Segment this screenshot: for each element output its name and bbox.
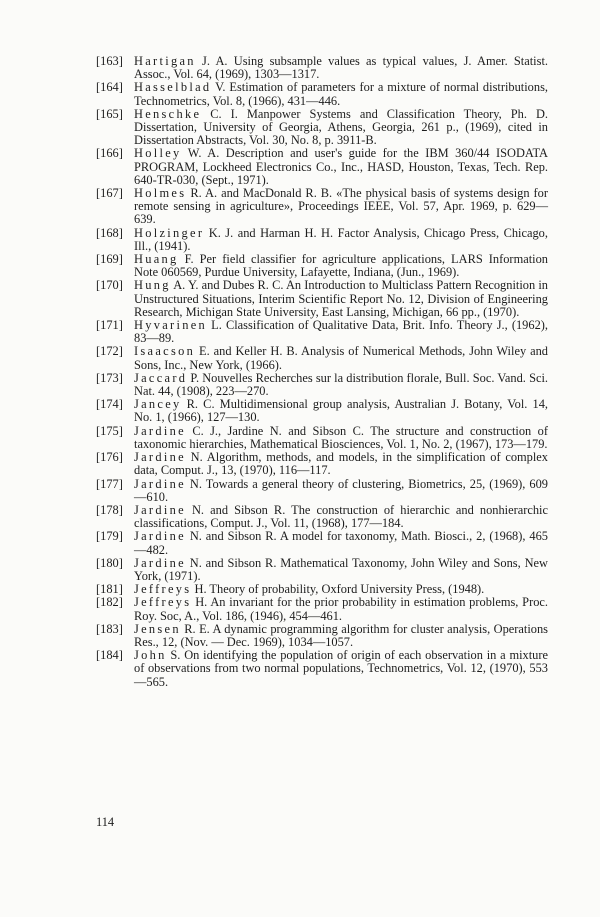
reference-citation: V. Estimation of parameters for a mixture of normal distributions, Technometrics, Vol. 8, (1966), 431—446. — [134, 80, 548, 108]
reference-author: Jeffreys — [134, 582, 192, 597]
reference-entry — [96, 147, 548, 187]
reference-number: [166] — [96, 146, 123, 161]
reference-citation: F. Per field classifier for agriculture applications, LARS Information Note 060569, Purdue University, Lafayette, Indiana, (Jun., 1969). — [134, 252, 548, 280]
reference-author: Jardine — [134, 476, 186, 491]
reference-text — [134, 398, 548, 424]
reference-citation: S. On identifying the population of origin of each observation in a mixture of observations from two normal populations, Technometrics, Vol. 12, (1970), 553—565. — [134, 648, 548, 689]
reference-citation: C. J., Jardine N. and Sibson C. The structure and construction of taxonomic hierarchies, Mathematical Biosciences, Vol. 1, No. 2, (1967), 173—179. — [134, 423, 548, 451]
reference-citation: N. and Sibson R. A model for taxonomy, Math. Biosci., 2, (1968), 465—482. — [134, 529, 548, 557]
reference-citation: N. and Sibson R. The construction of hierarchic and nonhierarchic classifications, Comput. J., Vol. 11, (1968), 177—184. — [134, 502, 548, 531]
reference-number: [178] — [96, 502, 123, 517]
reference-entry — [96, 398, 548, 424]
reference-citation: N. and Sibson R. Mathematical Taxonomy, John Wiley and Sons, New York, (1971). — [134, 555, 548, 583]
reference-entry — [96, 530, 548, 556]
reference-text — [134, 530, 548, 556]
reference-number: [177] — [96, 476, 123, 491]
reference-text — [134, 425, 548, 451]
reference-number: [173] — [96, 370, 123, 385]
reference-entry — [96, 187, 548, 227]
reference-text — [134, 596, 548, 622]
reference-citation: L. Classification of Qualitative Data, Brit. Info. Theory J., (1962), 83—89. — [134, 318, 548, 346]
reference-author: Holmes — [134, 186, 187, 201]
reference-number: [163] — [96, 54, 123, 68]
reference-citation: R. C. Multidimensional group analysis, Australian J. Botany, Vol. 14, No. 1, (1966), 127—130. — [134, 397, 548, 425]
reference-text — [134, 187, 548, 227]
reference-number: [184] — [96, 648, 123, 663]
reference-entry — [96, 451, 548, 477]
reference-entry — [96, 81, 548, 107]
reference-text — [134, 623, 548, 649]
reference-text — [134, 227, 548, 253]
reference-author: Jancey — [134, 397, 182, 412]
reference-author: Huang — [134, 252, 179, 267]
reference-entry — [96, 372, 548, 398]
reference-number: [170] — [96, 278, 123, 293]
reference-author: Isaacson — [134, 344, 196, 359]
reference-citation: C. I. Manpower Systems and Classification Theory, Ph. D. Dissertation, University of Georgia, Athens, Georgia, 261 p., (1969), cited in Dissertation Abstracts, Vol. 30, No. 8, p. 3911-B. — [134, 106, 548, 148]
reference-entry — [96, 345, 548, 371]
reference-citation: W. A. Description and user's guide for the IBM 360/44 ISODATA PROGRAM, Lockheed Electronics Co., Inc., HASD, Houston, Texas, Tech. Rep. 640-TR-030, (Sept., 1971). — [134, 146, 549, 187]
reference-entry — [96, 425, 548, 451]
reference-author: Jensen — [134, 621, 181, 636]
reference-entry — [96, 108, 548, 148]
reference-number: [179] — [96, 529, 123, 544]
reference-number: [171] — [96, 318, 123, 333]
reference-text — [134, 649, 548, 689]
reference-author: Holzinger — [134, 225, 205, 240]
reference-entry — [96, 649, 548, 689]
reference-number: [181] — [96, 582, 123, 597]
reference-citation: J. A. Using subsample values as typical values, J. Amer. Statist. Assoc., Vol. 64, (1969), 1303—1317. — [134, 54, 548, 82]
reference-citation: H. Theory of probability, Oxford University Press, (1948). — [194, 582, 485, 597]
reference-entry — [96, 253, 548, 279]
reference-author: Holley — [134, 146, 182, 161]
reference-number: [165] — [96, 106, 123, 121]
reference-entry — [96, 227, 548, 253]
reference-number: [169] — [96, 252, 123, 267]
reference-number: [180] — [96, 555, 123, 570]
reference-author: Henschke — [134, 106, 202, 121]
reference-author: Jardine — [134, 502, 186, 517]
reference-author: Hartigan — [134, 54, 196, 68]
reference-author: Hung — [134, 278, 171, 293]
reference-entry — [96, 319, 548, 345]
reference-citation: A. Y. and Dubes R. C. An Introduction to Multiclass Pattern Recognition in Unstructured Situations, Interim Scientific Report No. 12, Division of Engineering Research, Michigan State University, East Lansing, Michigan, 66 pp., (1970). — [134, 278, 548, 319]
reference-entry — [96, 55, 548, 81]
reference-number: [182] — [96, 595, 123, 610]
reference-entry — [96, 596, 548, 622]
reference-text — [134, 147, 548, 187]
reference-author: Jardine — [134, 529, 186, 544]
reference-citation: H. An invariant for the prior probability in estimation problems, Proc. Roy. Soc, A., Vol. 186, (1946), 454—461. — [134, 595, 548, 623]
reference-citation: R. A. and MacDonald R. B. «The physical basis of systems design for remote sensing in agriculture», Proceedings IEEE, Vol. 57, Apr. 1969, p. 629—639. — [134, 186, 548, 227]
reference-text — [134, 81, 548, 107]
reference-text — [134, 372, 548, 398]
reference-entry — [96, 478, 548, 504]
reference-text — [134, 345, 548, 371]
reference-entry — [96, 623, 548, 649]
reference-text — [134, 55, 548, 81]
reference-author: Jardine — [134, 555, 186, 570]
reference-entry — [96, 279, 548, 319]
reference-text — [134, 108, 548, 148]
reference-author: Jeffreys — [134, 595, 192, 610]
reference-author: Hasselblad — [134, 80, 212, 95]
reference-citation: E. and Keller H. B. Analysis of Numerical Methods, John Wiley and Sons, Inc., New York, (1966). — [134, 344, 548, 372]
reference-citation: P. Nouvelles Recherches sur la distribution florale, Bull. Soc. Vand. Sci. Nat. 44, (1908), 223—270. — [134, 370, 548, 399]
reference-citation: N. Algorithm, methods, and models, in the simplification of complex data, Comput. J., 13, (1970), 116—117. — [134, 450, 548, 478]
reference-list — [96, 55, 548, 689]
reference-author: Hyvarinen — [134, 318, 207, 333]
reference-text — [134, 504, 548, 530]
reference-number: [172] — [96, 344, 123, 359]
reference-author: Jaccard — [134, 370, 188, 385]
reference-text — [134, 478, 548, 504]
reference-number: [183] — [96, 621, 123, 636]
reference-citation: R. E. A dynamic programming algorithm for cluster analysis, Operations Res., 12, (Nov. — Dec. 1969), 1034—1057. — [134, 621, 548, 649]
reference-text — [134, 319, 548, 345]
reference-text — [134, 451, 548, 477]
reference-text — [134, 253, 548, 279]
reference-citation: N. Towards a general theory of clustering, Biometrics, 25, (1969), 609—610. — [134, 476, 548, 504]
reference-entry — [96, 557, 548, 583]
reference-author: Jardine — [134, 423, 186, 438]
reference-number: [174] — [96, 397, 123, 412]
reference-text — [134, 557, 548, 583]
reference-number: [168] — [96, 225, 123, 240]
reference-entry — [96, 504, 548, 530]
reference-text — [134, 279, 548, 319]
reference-citation: K. J. and Harman H. H. Factor Analysis, Chicago Press, Chicago, Ill., (1941). — [134, 225, 548, 253]
reference-number: [167] — [96, 186, 123, 201]
reference-author: Jardine — [134, 450, 186, 465]
reference-number: [164] — [96, 80, 123, 95]
reference-number: [176] — [96, 450, 123, 465]
page-number: 114 — [96, 815, 115, 829]
reference-number: [175] — [96, 423, 123, 438]
reference-author: John — [134, 648, 167, 663]
